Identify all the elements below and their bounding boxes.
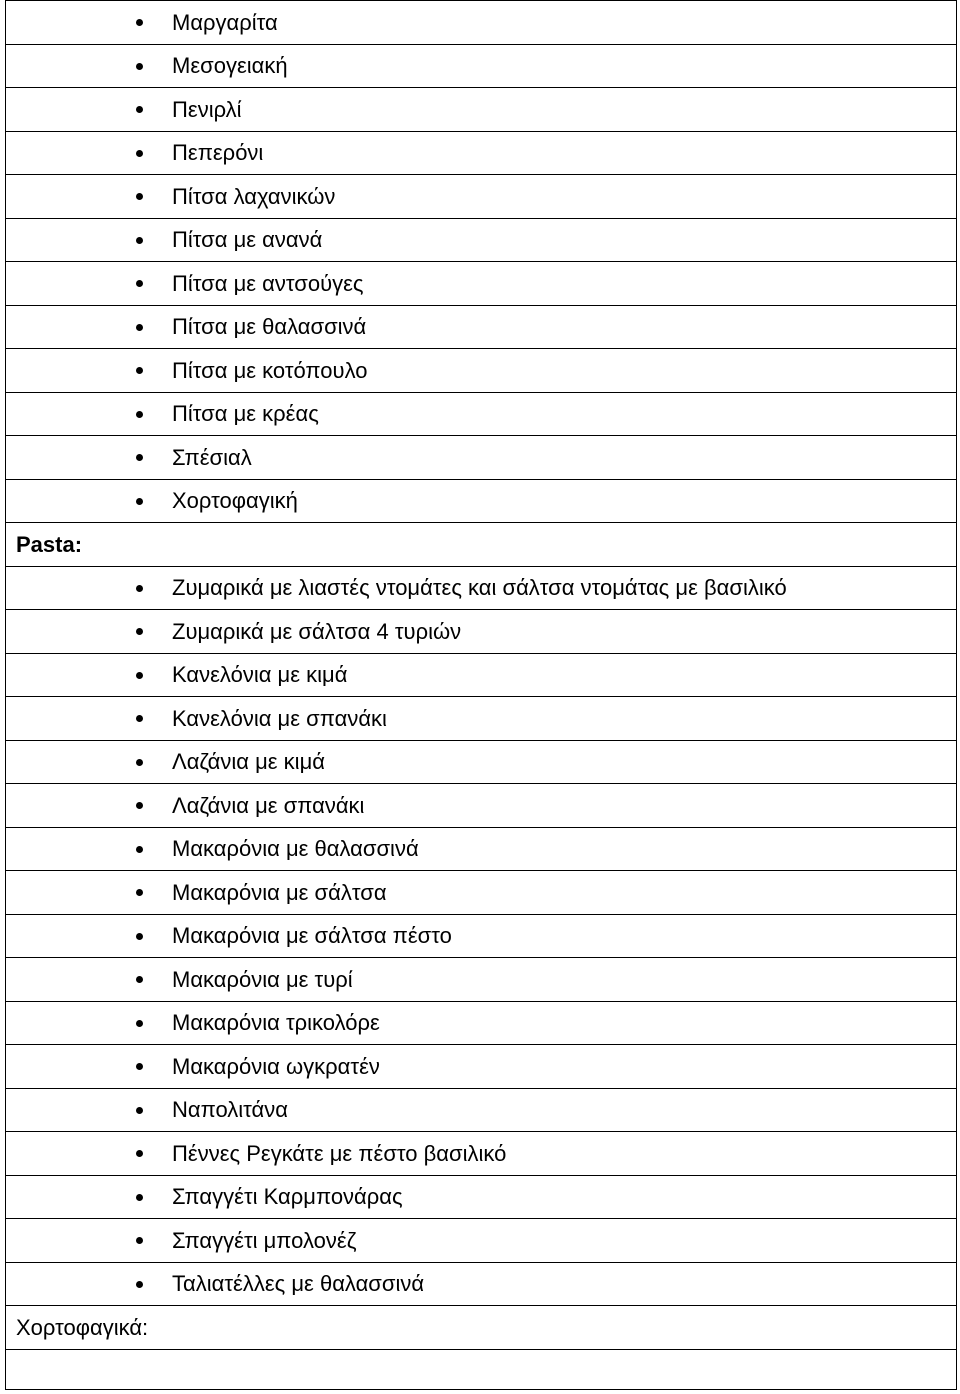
list-item	[6, 957, 956, 1001]
bullet-icon	[136, 280, 143, 287]
section-heading-row	[6, 1305, 956, 1349]
list-item	[6, 914, 956, 958]
list-item-label: Μακαρόνια με θαλασσινά	[172, 836, 419, 862]
list-item-label: Πεπερόνι	[172, 140, 264, 166]
bullet-icon	[136, 1237, 143, 1244]
section-heading: Pasta:	[16, 531, 83, 557]
list-item-label: Ζυμαρικά με λιαστές ντομάτες και σάλτσα ντομάτας με βασιλικό	[172, 575, 787, 601]
bullet-icon	[136, 367, 143, 374]
list-item	[6, 783, 956, 827]
list-item	[6, 566, 956, 610]
list-item	[6, 131, 956, 175]
list-item-label: Πίτσα με κοτόπουλο	[172, 357, 368, 383]
list-item-label: Πέννες Ρεγκάτε με πέστο βασιλικό	[172, 1140, 507, 1166]
list-item	[6, 87, 956, 131]
bullet-icon	[136, 976, 143, 983]
bullet-icon	[136, 1063, 143, 1070]
list-item-label: Κανελόνια με κιμά	[172, 662, 348, 688]
list-item	[6, 1175, 956, 1219]
list-item	[6, 435, 956, 479]
bullet-icon	[136, 628, 143, 635]
list-item-label: Κανελόνια με σπανάκι	[172, 705, 387, 731]
bullet-icon	[136, 498, 143, 505]
list-item	[6, 1044, 956, 1088]
bullet-icon	[136, 454, 143, 461]
bullet-icon	[136, 715, 143, 722]
list-item	[6, 609, 956, 653]
menu-table	[5, 0, 957, 1390]
list-item-label: Σπαγγέτι μπολονέζ	[172, 1227, 357, 1253]
empty-row	[6, 1349, 956, 1391]
list-item	[6, 1131, 956, 1175]
list-item-label: Μαργαρίτα	[172, 9, 278, 35]
list-item-label: Ταλιατέλλες με θαλασσινά	[172, 1271, 425, 1297]
list-item	[6, 218, 956, 262]
list-item-label: Ναπολιτάνα	[172, 1097, 288, 1123]
bullet-icon	[136, 106, 143, 113]
list-item-label: Μεσογειακή	[172, 53, 288, 79]
list-item-label: Μακαρόνια ωγκρατέν	[172, 1053, 380, 1079]
list-item	[6, 392, 956, 436]
list-item	[6, 740, 956, 784]
list-item	[6, 261, 956, 305]
bullet-icon	[136, 1107, 143, 1114]
list-item-label: Μακαρόνια με τυρί	[172, 966, 353, 992]
list-item	[6, 44, 956, 88]
list-item-label: Ζυμαρικά με σάλτσα 4 τυριών	[172, 618, 462, 644]
list-item	[6, 1088, 956, 1132]
bullet-icon	[136, 193, 143, 200]
list-item	[6, 827, 956, 871]
list-item	[6, 348, 956, 392]
list-item	[6, 696, 956, 740]
list-item-label: Πενιρλί	[172, 96, 242, 122]
bullet-icon	[136, 150, 143, 157]
bullet-icon	[136, 19, 143, 26]
bullet-icon	[136, 1194, 143, 1201]
list-item-label: Μακαρόνια με σάλτσα πέστο	[172, 923, 452, 949]
bullet-icon	[136, 802, 143, 809]
bullet-icon	[136, 1020, 143, 1027]
bullet-icon	[136, 933, 143, 940]
bullet-icon	[136, 63, 143, 70]
list-item-label: Πίτσα με κρέας	[172, 401, 319, 427]
list-item-label: Σπαγγέτι Καρμπονάρας	[172, 1184, 403, 1210]
list-item-label: Μακαρόνια με σάλτσα	[172, 879, 387, 905]
list-item	[6, 0, 956, 44]
list-item-label: Σπέσιαλ	[172, 444, 252, 470]
list-item-label: Μακαρόνια τρικολόρε	[172, 1010, 380, 1036]
list-item-label: Πίτσα με ανανά	[172, 227, 323, 253]
list-item-label: Λαζάνια με σπανάκι	[172, 792, 365, 818]
bullet-icon	[136, 1281, 143, 1288]
bullet-icon	[136, 759, 143, 766]
bullet-icon	[136, 889, 143, 896]
list-item	[6, 305, 956, 349]
bullet-icon	[136, 1150, 143, 1157]
bullet-icon	[136, 672, 143, 679]
list-item	[6, 870, 956, 914]
list-item-label: Χορτοφαγική	[172, 488, 298, 514]
bullet-icon	[136, 846, 143, 853]
section-heading: Χορτοφαγικά:	[16, 1314, 149, 1340]
section-heading-row	[6, 522, 956, 566]
list-item-label: Πίτσα λαχανικών	[172, 183, 336, 209]
list-item	[6, 479, 956, 523]
list-item	[6, 174, 956, 218]
list-item	[6, 1218, 956, 1262]
list-item	[6, 1262, 956, 1306]
bullet-icon	[136, 411, 143, 418]
list-item	[6, 653, 956, 697]
list-item-label: Λαζάνια με κιμά	[172, 749, 325, 775]
list-item-label: Πίτσα με αντσούγες	[172, 270, 364, 296]
list-item-label: Πίτσα με θαλασσινά	[172, 314, 367, 340]
bullet-icon	[136, 237, 143, 244]
list-item	[6, 1001, 956, 1045]
bullet-icon	[136, 585, 143, 592]
bullet-icon	[136, 324, 143, 331]
